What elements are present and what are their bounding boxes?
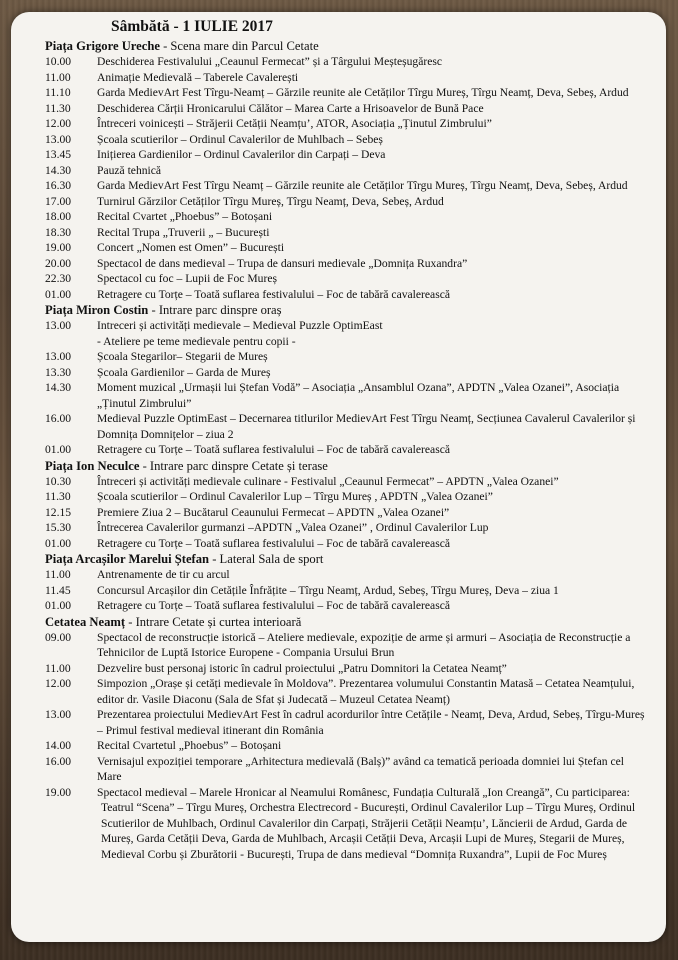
event-time: 11.30: [45, 101, 71, 115]
event-row: [45, 54, 645, 70]
section-name: Piața Arcașilor Marelui Ștefan: [45, 552, 210, 566]
event-time: 18.00: [45, 210, 72, 223]
event-description: Prezentarea proiectului MedievArt Fest în cadrul acordurilor între Cetățile - Neamț, Deva, Ardud, Sebeș, Tîrgu-Mureș – Primul festival medieval itinerant din România: [97, 708, 645, 737]
event-row: [45, 116, 645, 132]
section-name: Piața Ion Neculce: [45, 458, 140, 473]
event-description: Moment muzical „Urmașii lui Ștefan Vodă” – Asociația „Ansamblul Ozana”, APDTN „Valea Ozanei”, Asociația „Ținutul Zimbrului”: [97, 381, 620, 410]
participants-list: Teatrul “Scena” – Tîrgu Mureș, Orchestra Electrecord - București, Ordinul Cavalerilor Lup – Tîrgu Mureș, Ordinul Scutierilor de Muhlbach, Ordinul Cavalerilor din Carpați, Străjerii Cetății Neamțu’, Lăncierii de Ardud, Garda de Mureș, Garda Cetății Deva, Garda de Muhlbach, Arcașii Cetății Deva, Arcașii Lupi de Mureș, Stegarii de Mureș, Medieval Corbu și Zburătorii - București, Trupa de dans medieval “Domnița Ruxandra”, Lupii de Foc Mureș: [101, 801, 636, 861]
event-description: Intreceri și activități medievale – Medieval Puzzle OptimEast: [97, 319, 383, 332]
event-description: Concursul Arcașilor din Cetățile Înfrățite – Tîrgu Neamț, Ardud, Sebeș, Tîrgu Mureș, Deva – ziua 1: [97, 583, 559, 597]
event-row: [45, 505, 645, 521]
section-heading: [45, 551, 645, 567]
event-description: Retragere cu Torțe – Toată suflarea festivalului – Foc de tabără cavalerească: [97, 599, 450, 612]
event-description: Medieval Puzzle OptimEast – Decernarea titlurilor MedievArt Fest Tîrgu Neamț, Secțiunea Cavalerul Cavalerilor și Domnița Domnițelor – ziua 2: [97, 412, 636, 441]
event-row: [45, 147, 645, 163]
event-row: [45, 738, 645, 754]
page-title: Sâmbătă - 1 IULIE 2017: [111, 18, 273, 35]
event-description: Garda MedievArt Fest Tîrgu-Neamț – Gărzile reunite ale Cetăților Tîrgu Mureș, Tîrgu Neamț, Deva, Sebeș, Ardud: [97, 86, 629, 99]
event-description: Recital Trupa „Truverii „ – București: [97, 225, 270, 239]
section-name: Piața Grigore Ureche: [45, 39, 160, 53]
event-description: Pauză tehnică: [97, 163, 162, 177]
event-time: 17.00: [45, 194, 72, 208]
event-row: [45, 661, 645, 677]
event-time: 11.30: [45, 490, 71, 503]
event-row: [45, 132, 645, 148]
event-time: 11.10: [45, 86, 71, 99]
event-description: Spectacol cu foc – Lupii de Foc Mureș: [97, 272, 277, 285]
event-description: Recital Cvartetul „Phoebus” – Botoșani: [97, 739, 282, 752]
event-row: [45, 287, 645, 303]
event-time: 10.00: [45, 55, 72, 68]
event-description: Spectacol de dans medieval – Trupa de dansuri medievale „Domnița Ruxandra”: [97, 256, 468, 270]
event-row: [45, 707, 645, 738]
event-time: 13.45: [45, 148, 72, 161]
event-row: [45, 256, 645, 272]
event-time: 14.30: [45, 381, 72, 394]
event-time: 11.00: [45, 70, 71, 84]
event-row: [45, 209, 645, 225]
event-row: [45, 489, 645, 505]
event-time: 01.00: [45, 287, 72, 301]
section-name: Piața Miron Costin: [45, 303, 149, 317]
event-description: Spectacol de reconstrucție istorică – Ateliere medievale, expoziție de arme și armuri – Asociația de Reconstrucție a Tehnicilor de Luptă Istorice Europene - Compania Ursului Brun: [97, 630, 631, 659]
event-row: [45, 271, 645, 287]
event-description: Întreceri și activități medievale culinare - Festivalul „Ceaunul Fermecat” – APDTN „Valea Ozanei”: [97, 474, 559, 488]
event-row: [45, 411, 645, 442]
event-row: [45, 754, 645, 785]
event-row: [45, 240, 645, 256]
event-row: [45, 536, 645, 552]
event-description: Simpozion „Orașe și cetăți medievale în Moldova”. Prezentarea volumului Constantin Matasă – Cetatea Neamțului, editor dr. Vasile Diaconu (Sala de Sfat și Judecată – Muzeul Cetatea Neamț): [97, 677, 635, 706]
event-description: Întreceri voinicești – Străjerii Cetății Neamțu’, ATOR, Asociația „Ținutul Zimbrului”: [97, 117, 492, 130]
event-description: Antrenamente de tir cu arcul: [97, 568, 230, 581]
event-time: 14.00: [45, 739, 72, 752]
section-subtitle: - Intrare parc dinspre oraș: [148, 303, 282, 317]
sections-list: [45, 38, 645, 862]
event-row: [45, 349, 645, 365]
event-row: [45, 365, 645, 381]
event-time: 16.00: [45, 754, 72, 768]
event-description: Inițierea Gardienilor – Ordinul Cavalerilor din Carpați – Deva: [97, 148, 386, 161]
event-time: [45, 334, 97, 350]
event-time: 13.00: [45, 132, 72, 146]
event-description: Dezvelire bust personaj istoric în cadrul proiectului „Patru Domnitori la Cetatea Neamț”: [97, 661, 507, 675]
event-description: Retragere cu Torțe – Toată suflarea festivalului – Foc de tabără cavalerească: [97, 443, 450, 456]
event-row: [45, 598, 645, 614]
schedule-content: [45, 18, 645, 862]
event-description: Concert „Nomen est Omen” – București: [97, 241, 285, 254]
event-description: Premiere Ziua 2 – Bucătarul Ceaunului Fermecat – APDTN „Valea Ozanei”: [97, 505, 450, 519]
event-row: [45, 567, 645, 583]
section-heading: [45, 458, 645, 474]
section-subtitle: - Intrare Cetate și curtea interioară: [125, 614, 302, 629]
event-time: 15.30: [45, 521, 72, 534]
section-heading: [45, 614, 645, 630]
event-description: Școala Stegarilor– Stegarii de Mureș: [97, 350, 268, 363]
section-subtitle: - Lateral Sala de sport: [209, 552, 324, 566]
event-time: 12.00: [45, 677, 72, 690]
event-time: 19.00: [45, 241, 72, 254]
event-description: Întrecerea Cavalerilor gurmanzi –APDTN „Valea Ozanei” , Ordinul Cavalerilor Lup: [97, 521, 489, 534]
event-description: Deschiderea Festivalului „Ceaunul Fermecat” și a Târgului Meșteșugăresc: [97, 55, 443, 68]
event-row: [45, 334, 645, 350]
event-time: 20.00: [45, 256, 72, 270]
event-time: 13.00: [45, 319, 72, 332]
event-time: 16.00: [45, 412, 72, 425]
event-row: [45, 520, 645, 536]
event-time: 13.00: [45, 708, 72, 721]
event-description: Turnirul Gărzilor Cetăților Tîrgu Mureș, Tîrgu Neamț, Deva, Sebeș, Ardud: [97, 194, 444, 208]
event-time: 14.30: [45, 163, 72, 177]
event-time: 01.00: [45, 536, 72, 550]
event-description: Recital Cvartet „Phoebus” – Botoșani: [97, 210, 273, 223]
event-description: Garda MedievArt Fest Tîrgu Neamț – Gărzile reunite ale Cetăților Tîrgu Mureș, Tîrgu Neamț, Deva, Sebeș, Ardud: [97, 179, 628, 192]
event-time: 11.45: [45, 583, 71, 597]
event-row: [45, 85, 645, 101]
section-heading: [45, 302, 645, 318]
event-row: [45, 676, 645, 707]
event-time: 16.30: [45, 179, 72, 192]
section-heading: [45, 38, 645, 54]
event-row: [45, 630, 645, 661]
event-row: [45, 380, 645, 411]
event-time: 12.00: [45, 117, 72, 130]
event-row: [45, 318, 645, 334]
event-time: 13.00: [45, 350, 72, 363]
event-description: Școala scutierilor – Ordinul Cavalerilor Lup – Tîrgu Mureș , APDTN „Valea Ozanei”: [97, 490, 493, 503]
event-description: Vernisajul expoziției temporare „Arhitectura medievală (Balș)” având ca tematică perioada domniei lui Ștefan cel Mare: [97, 754, 624, 783]
event-row: [45, 178, 645, 194]
event-time: 22.30: [45, 272, 72, 285]
event-row: [45, 163, 645, 179]
event-description: - Ateliere pe teme medievale pentru copii -: [97, 334, 296, 348]
event-row: [45, 474, 645, 490]
event-row: [45, 785, 645, 801]
event-time: 10.30: [45, 474, 72, 488]
event-description: Școala scutierilor – Ordinul Cavalerilor de Muhlbach – Sebeș: [97, 132, 383, 146]
event-row: [45, 194, 645, 210]
event-row: [45, 70, 645, 86]
event-row: [45, 101, 645, 117]
event-row: [45, 442, 645, 458]
event-description: Animație Medievală – Taberele Cavalerești: [97, 70, 299, 84]
event-time: 11.00: [45, 568, 71, 581]
event-time: 19.00: [45, 785, 72, 799]
section-subtitle: - Scena mare din Parcul Cetate: [159, 39, 319, 53]
section-name: Cetatea Neamț: [45, 614, 126, 629]
event-description: Spectacol medieval – Marele Hronicar al Neamului Românesc, Fundația Culturală „Ion Creangă”, Cu participarea:: [97, 785, 630, 799]
event-description: Deschiderea Cărții Hronicarului Călător – Marea Carte a Hrisoavelor de Bună Pace: [97, 101, 484, 115]
event-time: 11.00: [45, 661, 71, 675]
event-time: 09.00: [45, 630, 72, 644]
event-time: 01.00: [45, 443, 72, 456]
event-row: [45, 583, 645, 599]
event-time: 18.30: [45, 225, 72, 239]
event-description: Școala Gardienilor – Garda de Mureș: [97, 365, 271, 379]
event-row: [45, 225, 645, 241]
section-subtitle: - Intrare parc dinspre Cetate și terase: [139, 458, 328, 473]
event-time: 12.15: [45, 505, 72, 519]
event-time: 13.30: [45, 365, 72, 379]
event-description: Retragere cu Torțe – Toată suflarea festivalului – Foc de tabără cavalerească: [97, 536, 450, 550]
event-description: Retragere cu Torțe – Toată suflarea festivalului – Foc de tabără cavalerească: [97, 287, 450, 301]
event-time: 01.00: [45, 599, 72, 612]
